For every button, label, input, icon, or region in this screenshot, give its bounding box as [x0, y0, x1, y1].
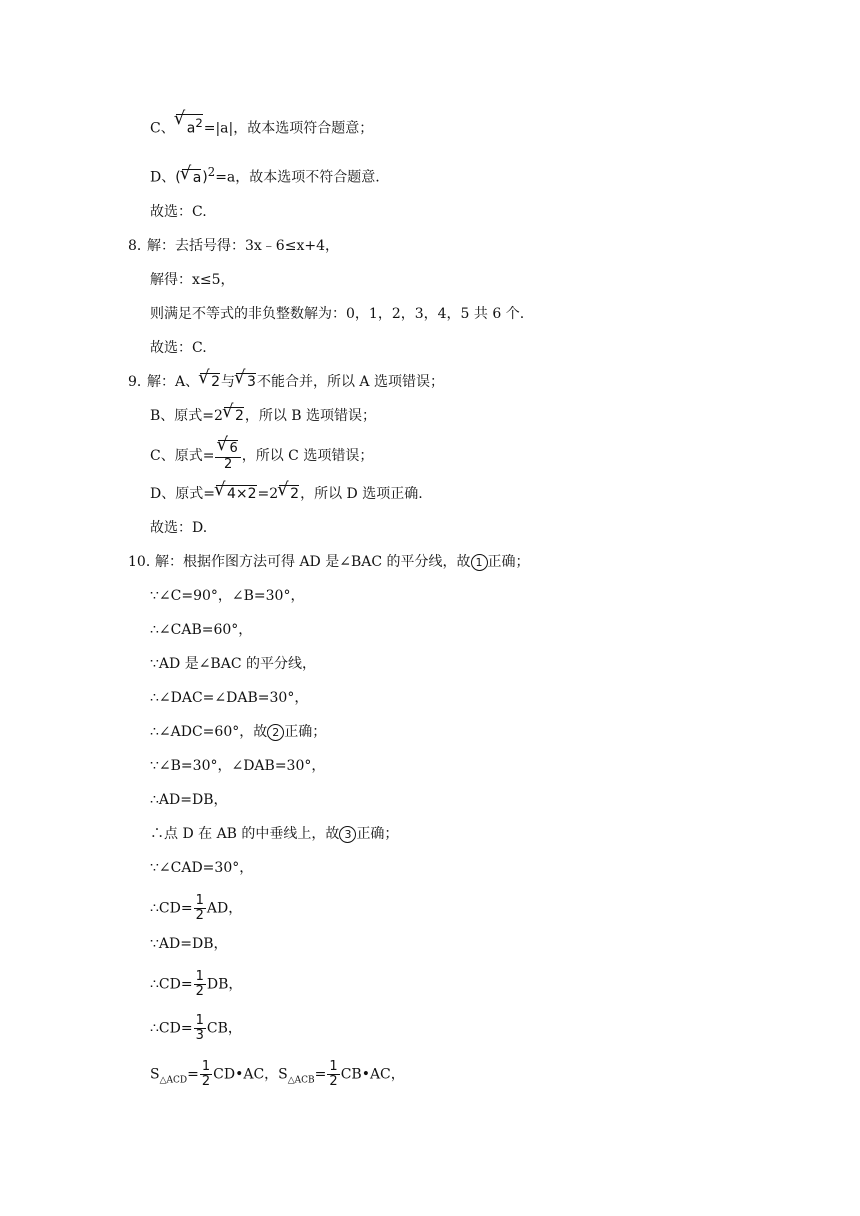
q8-line-2: 解得：x≤5， [150, 272, 235, 288]
sqrt-expression: √ $a^2$ [176, 114, 203, 137]
q10-line-7: ∵∠B=30°，∠DAB=30°， [150, 758, 326, 774]
q8-line-1: 解：去括号得：3x﹣6≤x+4， [147, 238, 339, 254]
q10-line-10: ∵∠CAD=30°， [150, 860, 254, 876]
fraction: $\frac{1}{2}$ [195, 893, 204, 923]
fraction: $\frac{1}{2}$ [329, 1059, 338, 1089]
sqrt-expression: √ 6 [218, 440, 237, 457]
fraction: $\frac{1}{2}$ [201, 1059, 211, 1089]
sqrt-expression: √ a [182, 169, 202, 186]
circled-number: 2 [267, 724, 284, 741]
q9-line-3: C、原式= √ $\frac{6}{2}$ ，所以 C 选项错误； [150, 440, 373, 472]
q10-line-4: ∵AD 是∠BAC 的平分线， [150, 656, 316, 672]
question-number-9: 9． [128, 374, 151, 390]
circled-number: 1 [471, 554, 488, 571]
q10-line-6: ∴∠ADC=60°，故 2 正确； [150, 724, 327, 740]
question-number-10: 10． [128, 554, 160, 570]
sqrt-expression: √ 2 [279, 485, 299, 502]
q10-line-1: 解：根据作图方法可得 AD 是∠BAC 的平分线，故 1 正确； [155, 554, 530, 570]
answer-8: 故选：C. [150, 340, 207, 356]
q10-line-9: ∴点 D 在 AB 的中垂线上，故 3 正确； [150, 826, 399, 842]
answer-7: 故选：C. [150, 204, 207, 220]
d-option-line: D、(√ a)$^2$=a，故本选项不符合题意. [150, 160, 380, 190]
q10-line-5: ∴∠DAC=∠DAB=30°， [150, 690, 309, 706]
q10-line-14: ∴CD= $\frac{1}{3}$ CB， [150, 1013, 242, 1043]
q10-line-8: ∴AD=DB， [150, 792, 228, 808]
q8-line-3: 则满足不等式的非负整数解为：0，1，2，3，4，5 共 6 个. [150, 306, 525, 322]
q10-line-2: ∵∠C=90°，∠B=30°， [150, 588, 305, 604]
fraction: √ $\frac{6}{2}$ [215, 440, 240, 472]
sqrt-expression: √ 2 [224, 407, 244, 424]
q9-line-1: 解：A、√ 2与√ 3不能合并，所以 A 选项错误； [147, 370, 444, 394]
q9-line-2: B、原式=2√ 2，所以 B 选项错误； [150, 404, 376, 428]
fraction: $\frac{1}{3}$ [195, 1013, 204, 1043]
sqrt-expression: √ 2 [200, 373, 220, 390]
q10-line-12: ∵AD=DB， [150, 936, 228, 952]
q10-line-11: ∴CD= $\frac{1}{2}$ AD， [150, 893, 243, 923]
q10-line-3: ∴∠CAB=60°， [150, 622, 253, 638]
answer-9: 故选：D. [150, 520, 208, 536]
c-option-line: C、√ $a^2=|a|$，故本选项符合题意； [150, 114, 373, 141]
q9-line-4: D、原式=√ 4×2=2√ 2，所以 D 选项正确. [150, 482, 423, 506]
q10-line-15: $S_{\triangle ACD}=$ $\frac{1}{2}$ CD•AC，$S_{\triangle ACB}=$ $\frac{1}{2}$ CB•AC， [150, 1059, 405, 1089]
fraction: $\frac{1}{2}$ [195, 969, 204, 999]
q10-line-13: ∴CD= $\frac{1}{2}$ DB， [150, 969, 243, 999]
sqrt-expression: √ 4×2 [216, 485, 257, 502]
question-number-8: 8． [128, 238, 151, 254]
sqrt-expression: √ 3 [236, 373, 256, 390]
circled-number: 3 [339, 826, 356, 843]
